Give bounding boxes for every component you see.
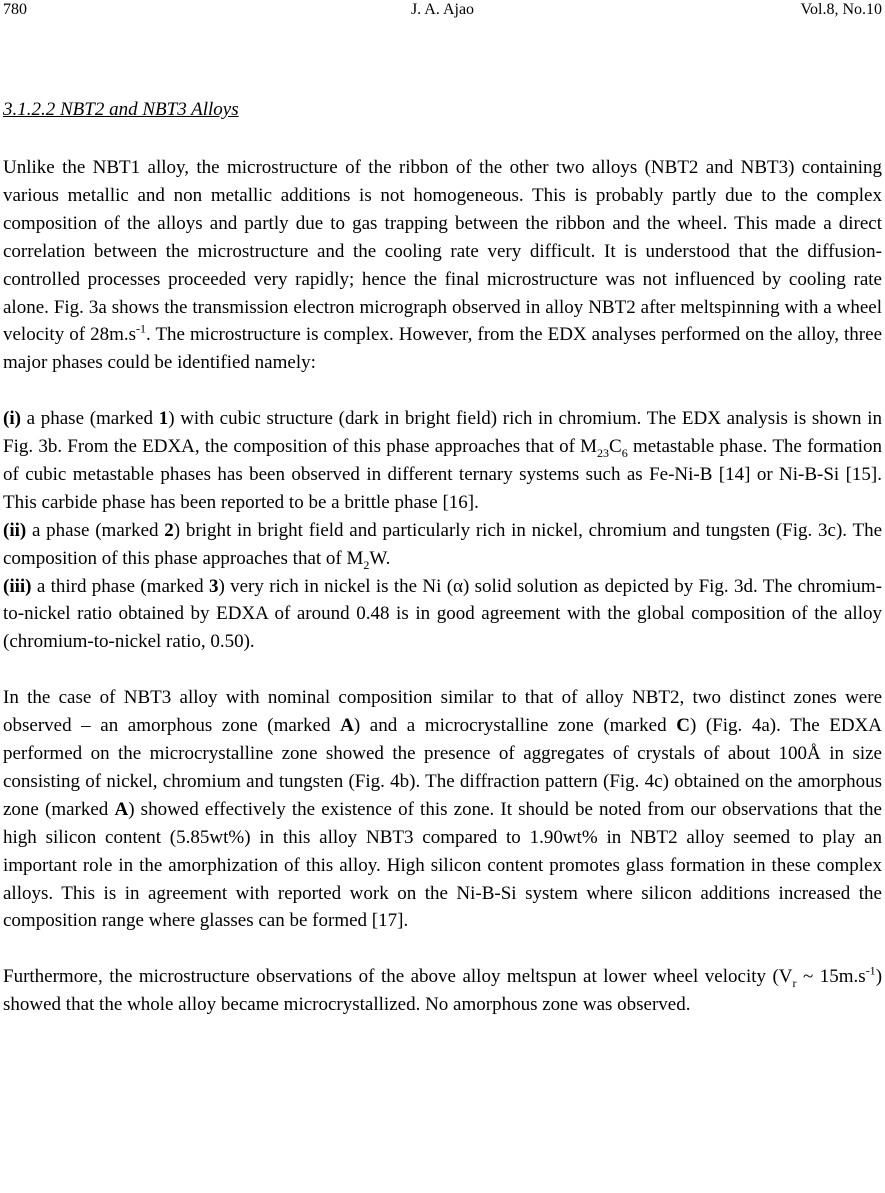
text-run: ~ 15m.s	[796, 966, 866, 988]
text-run: a phase (marked	[26, 519, 165, 541]
text-run: metastable phase. The formation of cubic metastable phases has been observed in different ternary systems such as Fe-Ni-B [14] or Ni-B-Si [15]. This carbide phase has been reported to be a brittle phase [16].	[3, 436, 883, 513]
paragraph-phase-ii	[3, 517, 882, 573]
zone-mark: C	[676, 715, 690, 737]
paragraph-gap	[3, 377, 882, 405]
header-page-number: 780	[3, 1, 27, 18]
item-label: (ii)	[3, 519, 27, 541]
text-run: C	[609, 436, 622, 458]
paragraph-nbt3	[3, 684, 882, 935]
text-run: W.	[369, 547, 391, 569]
subscript: 6	[621, 445, 628, 460]
subscript: r	[792, 976, 797, 991]
text-run: a phase (marked	[20, 408, 159, 430]
text-run: ) (Fig. 4a). The EDXA performed on the microcrystalline zone showed the presence of aggregates of crystals of about 100Å in size consisting of nickel, chromium and tungsten (Fig. 4b). The diffraction pattern (Fig. 4c) obtained on the amorphous zone (marked	[3, 715, 883, 820]
text-run: ) showed effectively the existence of this zone. It should be noted from our observations that the high silicon content (5.85wt%) in this alloy NBT3 compared to 1.90wt% in NBT2 alloy seemed to play an important role in the amorphization of this alloy. High silicon content promotes glass formation in these complex alloys. This is in agreement with reported work on the Ni-B-Si system where silicon additions increased the composition range where glasses can be formed [17].	[3, 798, 882, 932]
item-label: (iii)	[3, 575, 32, 597]
header-author: J. A. Ajao	[410, 1, 475, 18]
superscript: -1	[865, 963, 876, 978]
paragraph-phase-i	[3, 405, 882, 517]
text-run: Unlike the NBT1 alloy, the microstructure of the ribbon of the other two alloys (NBT2 and NBT3) containing various metallic and non metallic additions is not homogeneous. This is probably partly due to the complex composition of the alloys and partly due to gas trapping between the ribbon and the wheel. This made a direct correlation between the microstructure and the cooling rate very difficult. It is understood that the diffusion-controlled processes proceeded very rapidly; hence the final microstructure was not influenced by cooling rate alone. Fig. 3a shows the transmission electron micrograph observed in alloy NBT2 after meltspinning with a wheel velocity of 28m.s	[3, 157, 882, 346]
phase-mark: 2	[164, 519, 174, 541]
body-text	[3, 154, 882, 1019]
paragraph-furthermore	[3, 963, 882, 1019]
zone-mark: A	[340, 715, 354, 737]
text-run: ) with cubic structure (dark in bright field) rich in chromium. The EDX analysis is shown in Fig. 3b. From the EDXA, the composition of this phase approaches that of M	[3, 408, 882, 458]
phase-mark: 3	[208, 575, 219, 597]
text-run: In the case of NBT3 alloy with nominal composition similar to that of alloy NBT2, two distinct zones were observed – an amorphous zone (marked	[3, 687, 882, 737]
item-label: (i)	[3, 408, 21, 430]
text-run: ) and a microcrystalline zone (marked	[353, 715, 677, 737]
phase-mark: 1	[158, 408, 169, 430]
zone-mark: A	[114, 798, 129, 820]
paragraph-gap	[3, 935, 882, 963]
paragraph-intro	[3, 154, 882, 377]
text-run: Furthermore, the microstructure observations of the above alloy meltspun at lower wheel velocity (V	[3, 966, 793, 988]
text-run: a third phase (marked	[31, 575, 209, 597]
text-run: ) bright in bright field and particularly rich in nickel, chromium and tungsten (Fig. 3c). The composition of this phase approaches that of M	[3, 519, 882, 569]
subscript: 23	[597, 445, 610, 460]
paragraph-gap	[3, 656, 882, 684]
superscript: -1	[136, 322, 147, 337]
section-title: 3.1.2.2 NBT2 and NBT3 Alloys	[3, 99, 239, 120]
paragraph-phase-iii	[3, 573, 882, 657]
running-head	[3, 0, 882, 20]
subscript: 2	[363, 557, 370, 572]
text-run: ) very rich in nickel is the Ni (α) solid solution as depicted by Fig. 3d. The chromium-to-nickel ratio obtained by EDXA of around 0.48 is in good agreement with the global composition of the alloy (chromium-to-nickel ratio, 0.50).	[3, 575, 882, 653]
text-run: . The microstructure is complex. However, from the EDX analyses performed on the alloy, three major phases could be identified namely:	[3, 324, 882, 374]
text-run: ) showed that the whole alloy became microcrystallized. No amorphous zone was observed.	[3, 966, 883, 1016]
header-volume: Vol.8, No.10	[800, 1, 882, 18]
